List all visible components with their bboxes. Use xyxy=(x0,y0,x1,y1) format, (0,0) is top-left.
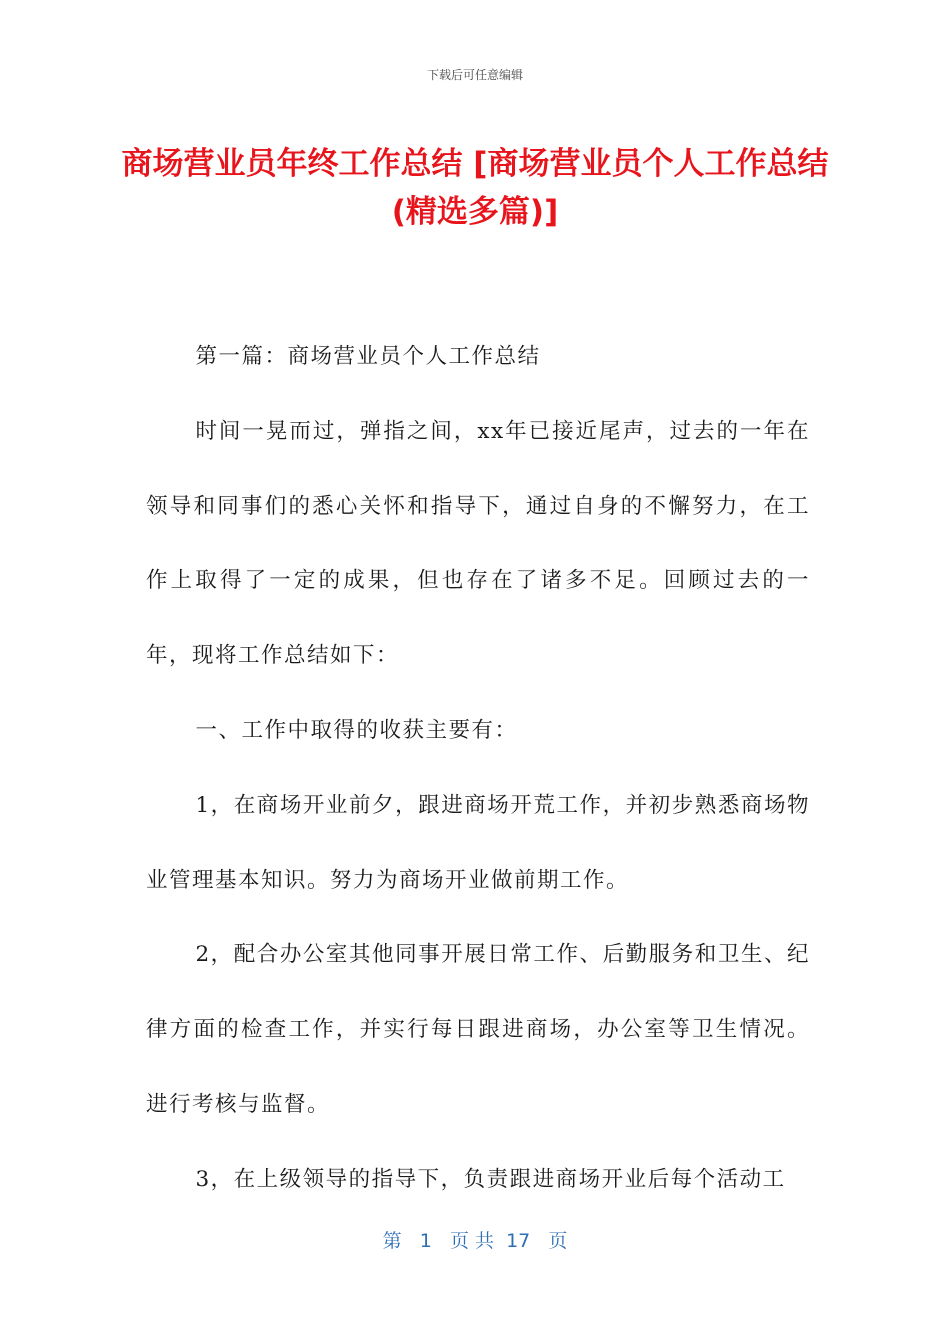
paragraph: 一、工作中取得的收获主要有： xyxy=(195,717,518,743)
paragraph: 时间一晃而过，弹指之间，xx年已接近尾声，过去的一年在领导和同事们的悉心关怀和指导下，通过自身的不懈努力，在工作上取得了一定的成果，但也存在了诸多不足。回顾过去的一年，现将工作总结如下： xyxy=(146,418,810,669)
document-body xyxy=(146,320,810,1218)
page-footer xyxy=(0,1226,950,1253)
paragraph: 3，在上级领导的指导下，负责跟进商场开业后每个活动工 xyxy=(195,1166,786,1192)
paragraph: 1，在商场开业前夕，跟进商场开荒工作，并初步熟悉商场物业管理基本知识。努力为商场开业做前期工作。 xyxy=(146,792,810,893)
footer-label-mid: 页 共 xyxy=(449,1230,494,1252)
footer-page-total: 17 xyxy=(506,1230,531,1252)
paragraph: 2，配合办公室其他同事开展日常工作、后勤服务和卫生、纪律方面的检查工作，并实行每日跟进商场，办公室等卫生情况。进行考核与监督。 xyxy=(146,942,810,1117)
footer-label-pre: 第 xyxy=(382,1230,402,1252)
document-title: 商场营业员年终工作总结 [商场营业员个人工作总结(精选多篇)] xyxy=(121,146,829,230)
page-header-note: 下载后可任意编辑 xyxy=(426,68,523,82)
footer-label-post: 页 xyxy=(548,1230,568,1252)
paragraph: 第一篇：商场营业员个人工作总结 xyxy=(195,344,541,369)
footer-page-current: 1 xyxy=(419,1230,432,1252)
